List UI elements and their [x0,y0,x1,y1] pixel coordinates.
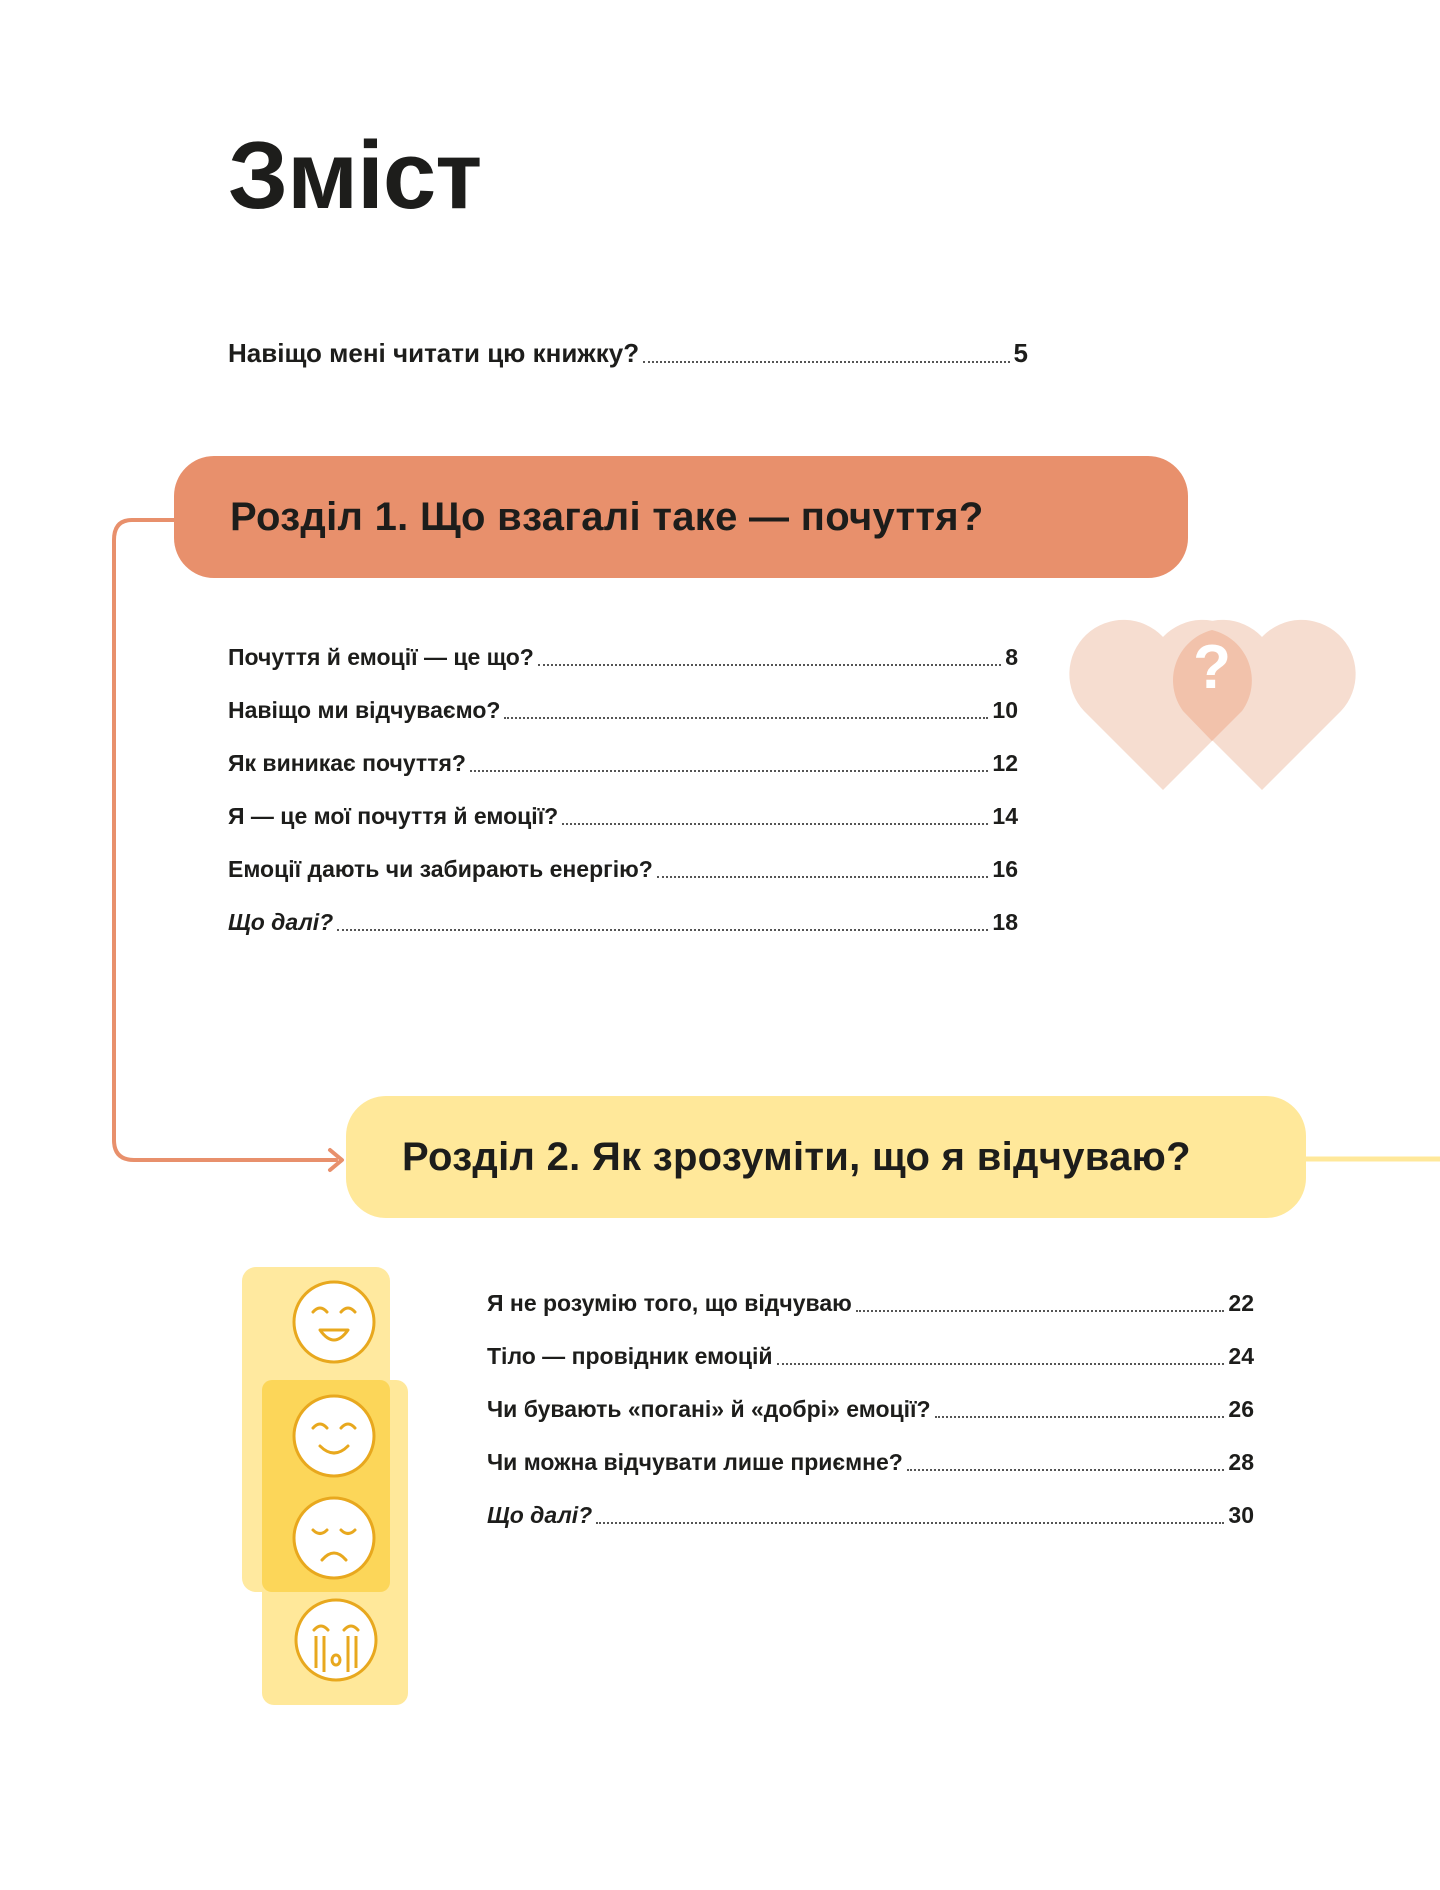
toc-entry-ch1-6[interactable] [228,909,1018,937]
toc-entry-page: 26 [1228,1396,1254,1422]
toc-entry-intro[interactable] [228,338,1028,369]
dot-leader [596,1522,1224,1524]
toc-entry-page: 5 [1013,338,1028,368]
laughing-face-icon [294,1282,374,1362]
toc-entry-title: Навіщо мені читати цю книжку? [228,338,640,368]
toc-entry-title: Навіщо ми відчуваємо? [228,697,501,723]
toc-entry-ch1-2[interactable] [228,697,1018,725]
toc-entry-title: Чи можна відчувати лише приємне? [487,1449,903,1475]
toc-entry-ch2-1[interactable] [487,1290,1254,1318]
dot-leader [643,361,1009,363]
toc-entry-page: 30 [1228,1502,1254,1528]
dot-leader [935,1416,1225,1418]
page-title: Зміст [228,122,482,229]
toc-entry-page: 12 [992,750,1018,776]
toc-entry-ch1-3[interactable] [228,750,1018,778]
dot-leader [562,823,988,825]
dot-leader [538,664,1001,666]
toc-entry-ch2-5[interactable] [487,1502,1254,1530]
toc-entry-ch2-2[interactable] [487,1343,1254,1371]
toc-entry-title: Що далі? [487,1502,593,1528]
toc-entry-title: Я — це мої почуття й емоції? [228,803,559,829]
dot-leader [777,1363,1225,1365]
chapter-1-label: Розділ 1. Що взагалі таке — почуття? [230,494,984,539]
toc-entry-page: 18 [992,909,1018,935]
chapter-connector-line [114,520,336,1160]
toc-entry-page: 16 [992,856,1018,882]
dot-leader [907,1469,1225,1471]
dot-leader [657,876,989,878]
toc-entry-ch1-1[interactable] [228,644,1018,672]
chapter-1-header[interactable] [174,456,1188,578]
toc-entry-title: Емоції дають чи забирають енергію? [228,856,653,882]
toc-entry-title: Тіло — провідник емоцій [487,1343,773,1369]
toc-entry-title: Я не розумію того, що відчуваю [487,1290,852,1316]
toc-entry-title: Що далі? [228,909,334,935]
dot-leader [856,1310,1225,1312]
toc-entry-page: 28 [1228,1449,1254,1475]
two-hearts-question-icon [1069,620,1355,790]
toc-entry-title: Почуття й емоції — це що? [228,644,534,670]
chapter-2-label: Розділ 2. Як зрозуміти, що я відчуваю? [402,1134,1191,1179]
toc-entry-page: 8 [1005,644,1018,670]
dot-leader [470,770,988,772]
chapter-2-header[interactable] [346,1096,1306,1218]
toc-entry-page: 14 [992,803,1018,829]
toc-entry-title: Як виникає почуття? [228,750,466,776]
crying-face-icon [296,1600,376,1680]
toc-entry-page: 10 [992,697,1018,723]
sad-face-icon [294,1498,374,1578]
toc-entry-ch1-5[interactable] [228,856,1018,884]
dot-leader [337,929,988,931]
dot-leader [504,717,988,719]
toc-entry-ch2-4[interactable] [487,1449,1254,1477]
smiling-face-icon [294,1396,374,1476]
toc-entry-ch2-3[interactable] [487,1396,1254,1424]
toc-entry-ch1-4[interactable] [228,803,1018,831]
hearts-question-mark: ? [1193,633,1231,702]
emotions-faces-column [242,1267,408,1705]
toc-entry-title: Чи бувають «погані» й «добрі» емоції? [487,1396,931,1422]
toc-entry-page: 24 [1228,1343,1254,1369]
toc-entry-page: 22 [1228,1290,1254,1316]
